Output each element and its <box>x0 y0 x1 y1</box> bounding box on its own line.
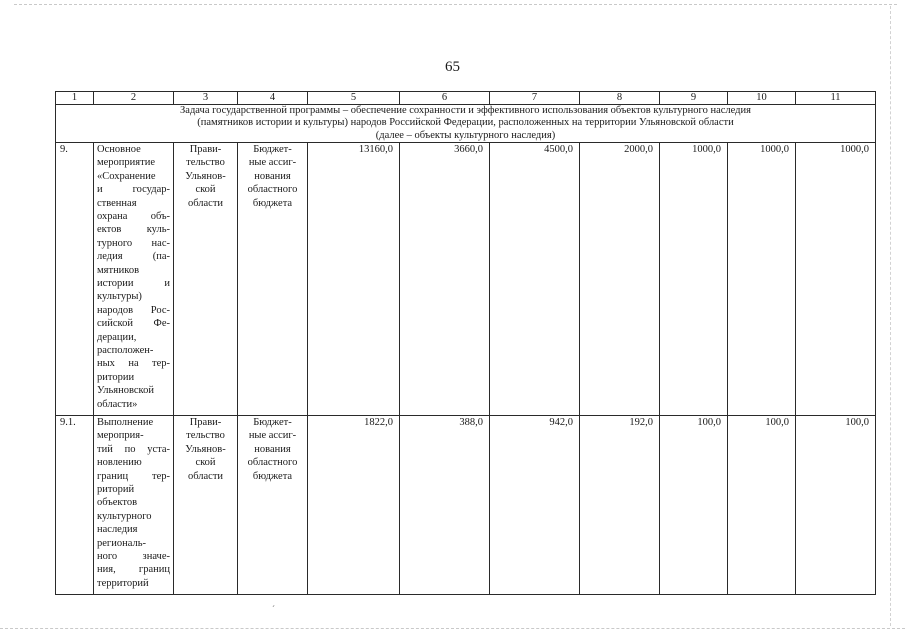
year-amount: 4500,0 <box>490 142 580 415</box>
year-amount: 100,0 <box>796 415 876 594</box>
funding-source-cell <box>238 415 308 594</box>
year-amount: 3660,0 <box>400 142 490 415</box>
table-row <box>56 142 876 415</box>
description-line: «Сохранение <box>97 170 156 182</box>
scan-edge-top <box>14 4 897 5</box>
funding-source-cell <box>238 142 308 415</box>
executor-cell <box>174 415 238 594</box>
description-line: и государ- <box>97 184 170 196</box>
description-line: дерации, <box>97 331 137 343</box>
executor-line: тельство <box>186 157 225 169</box>
description-line: ритории <box>97 371 135 383</box>
description-line: региональ- <box>97 537 146 549</box>
executor-line: области <box>187 470 224 482</box>
description-line: новлению <box>97 457 142 469</box>
description-line: наследия <box>97 524 138 536</box>
description-line: истории и <box>97 277 170 289</box>
description-line: Ульяновской <box>97 385 154 397</box>
executor-line: ской <box>195 457 216 469</box>
column-number: 8 <box>580 92 660 105</box>
total-amount: 13160,0 <box>308 142 400 415</box>
column-number: 3 <box>174 92 238 105</box>
page-number: 65 <box>445 59 460 75</box>
row-number: 9. <box>56 142 94 415</box>
total-amount: 1822,0 <box>308 415 400 594</box>
column-number: 4 <box>238 92 308 105</box>
description-line: культуры) <box>97 291 142 303</box>
description-line: народов Рос- <box>97 304 170 316</box>
executor-line: Прави- <box>189 416 222 428</box>
year-amount: 100,0 <box>728 415 796 594</box>
year-amount: 192,0 <box>580 415 660 594</box>
description-line: Основное <box>97 143 141 155</box>
executor-line: ской <box>195 184 216 196</box>
budget-table <box>55 91 876 595</box>
description-line: ных на тер- <box>97 358 170 370</box>
column-number: 11 <box>796 92 876 105</box>
column-number: 10 <box>728 92 796 105</box>
description-line: тий по уста- <box>97 443 170 455</box>
description-line: ектов куль- <box>97 224 170 236</box>
description-line: объектов <box>97 497 138 509</box>
source-line: бюджета <box>252 470 293 482</box>
year-amount: 1000,0 <box>796 142 876 415</box>
description-line: турного нас- <box>97 237 170 249</box>
description-line: ледия (па- <box>97 251 170 263</box>
source-line: нования <box>254 443 291 455</box>
column-number: 9 <box>660 92 728 105</box>
executor-line: области <box>187 197 224 209</box>
year-amount: 942,0 <box>490 415 580 594</box>
source-line: ные ассиг- <box>248 157 297 169</box>
description-line: территорий <box>97 577 149 589</box>
row-number: 9.1. <box>56 415 94 594</box>
task-heading-line: Задача государственной программы – обеспечение сохранности и эффективного использования объектов культурного наследия <box>180 105 751 116</box>
executor-line: тельство <box>186 430 225 442</box>
task-heading <box>56 105 876 143</box>
table-row <box>56 415 876 594</box>
description-line: границ тер- <box>97 470 170 482</box>
description-line: риторий <box>97 483 135 495</box>
year-amount: 2000,0 <box>580 142 660 415</box>
measure-description <box>94 142 174 415</box>
description-line: мероприятие <box>97 157 155 169</box>
measure-description <box>94 415 174 594</box>
column-number: 7 <box>490 92 580 105</box>
source-line: областного <box>247 457 298 469</box>
year-amount: 1000,0 <box>728 142 796 415</box>
column-number: 1 <box>56 92 94 105</box>
description-line: сийской Фе- <box>97 318 170 330</box>
description-line: Выполнение <box>97 416 154 428</box>
source-line: областного <box>247 184 298 196</box>
executor-cell <box>174 142 238 415</box>
description-line: охрана объ- <box>97 210 170 222</box>
description-line: ного значе- <box>97 550 170 562</box>
column-number: 6 <box>400 92 490 105</box>
column-number: 5 <box>308 92 400 105</box>
description-line: ния, границ <box>97 564 170 576</box>
source-line: ные ассиг- <box>248 430 297 442</box>
task-row <box>56 105 876 143</box>
source-line: нования <box>254 170 291 182</box>
source-line: Бюджет- <box>253 416 292 428</box>
executor-line: Прави- <box>189 143 222 155</box>
column-number-row <box>56 92 876 105</box>
task-heading-line: (далее – объекты культурного наследия) <box>375 129 556 141</box>
year-amount: 388,0 <box>400 415 490 594</box>
description-line: расположен- <box>97 344 154 356</box>
task-heading-line: (памятников истории и культуры) народов Российской Федерации, расположенных на территории Ульяновской области <box>197 117 734 129</box>
description-line: культурного <box>97 510 152 522</box>
source-line: Бюджет- <box>253 143 292 155</box>
scan-edge-bottom <box>0 628 905 629</box>
description-line: мероприя- <box>97 430 144 442</box>
description-line: ственная <box>97 197 137 209</box>
executor-line: Ульянов- <box>185 443 226 455</box>
executor-line: Ульянов- <box>185 170 226 182</box>
description-line: области» <box>97 398 138 410</box>
scan-speck: ´ <box>272 604 275 614</box>
column-number: 2 <box>94 92 174 105</box>
year-amount: 1000,0 <box>660 142 728 415</box>
source-line: бюджета <box>252 197 293 209</box>
scan-edge-right <box>890 6 891 626</box>
description-line: мятников <box>97 264 140 276</box>
year-amount: 100,0 <box>660 415 728 594</box>
